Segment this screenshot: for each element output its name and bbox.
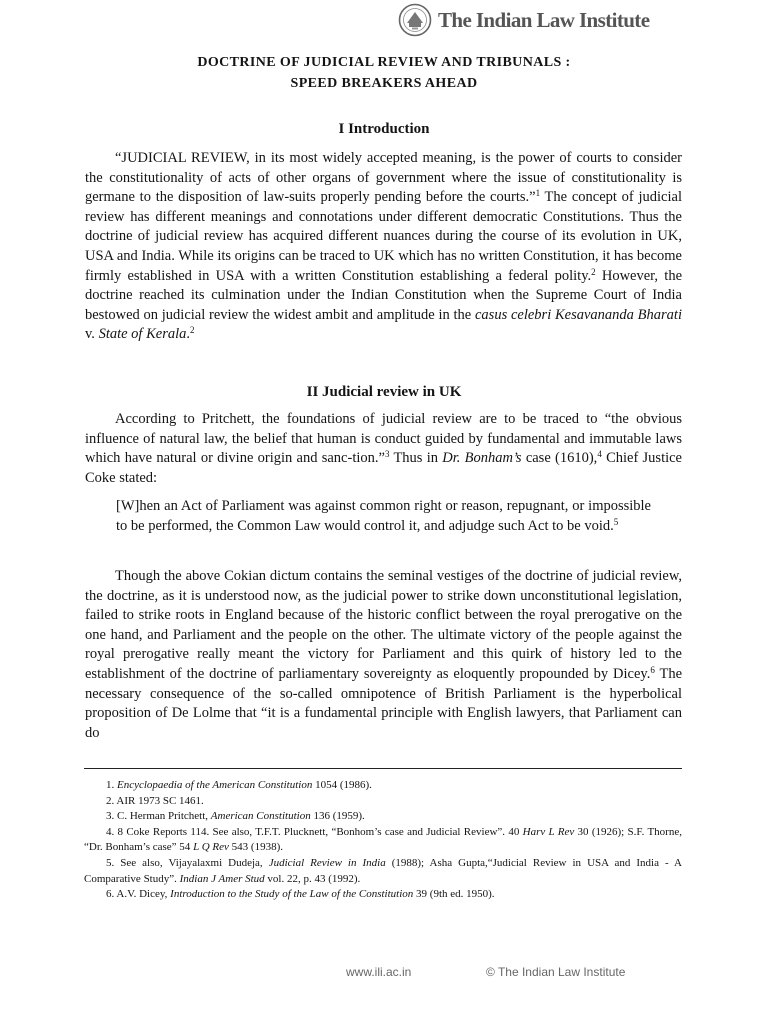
footnote-5: 5. See also, Vijayalaxmi Dudeja, Judicial Review in India (1988); Asha Gupta,“Judicial Review in USA and India - A Comparative Study”. Indian J Amer Stud vol. 22, p. 43 (1992).	[84, 856, 682, 885]
institute-logo	[398, 2, 649, 38]
institute-seal-icon	[398, 3, 432, 37]
footnote-ref: 3	[384, 449, 390, 460]
footnote-ref: 5	[613, 516, 619, 527]
coke-quote: [W]hen an Act of Parliament was against common right or reason, repugnant, or impossible to be performed, the Common Law would control it, and adjudge such Act to be void.$^5$	[116, 498, 651, 534]
footnote-ref: 4	[597, 449, 602, 460]
cokian-dictum-paragraph: Though the above Cokian dictum contains the seminal vestiges of the doctrine of judicial review, the doctrine, as it is understood now, as the judicial power to strike down unconstitutional legislation, failed to strike roots in England because of the historic conflict between the royal prerogative on the one hand, and Parliament and the people on the other. The ultimate victory of the people against the royal prerogative really meant the victory for Parliament and this quirk of history led to the establishment of the doctrine of parliamentary sovereignty as eloquently propounded by Dicey.$^6$ The necessary consequence of the so-called omnipotence of British Parliament is the hyperbolical proposition of De Lolme that “it is a fundamental principle with English lawyers, that Parliament can do	[85, 568, 683, 741]
footnote-4: 4. 8 Coke Reports 114. See also, T.F.T. Plucknett, “Bonhom’s case and Judicial Review”. 40 Harv L Rev 30 (1926); S.F. Thorne, “Dr. Bonham’s case” 54 L Q Rev 543 (1938).	[84, 825, 682, 854]
institute-name: The Indian Law Institute	[438, 7, 650, 32]
footnote-divider	[84, 768, 682, 769]
footnote-3: 3. C. Herman Pritchett, American Constitution 136 (1959).	[106, 810, 365, 823]
title-line-1: DOCTRINE OF JUDICIAL REVIEW AND TRIBUNALS :	[197, 55, 571, 70]
section-heading-introduction: I Introduction	[338, 121, 430, 137]
document-title	[0, 52, 768, 94]
section-heading-uk: II Judicial review in UK	[306, 384, 462, 400]
introduction-paragraph: “JUDICIAL REVIEW, in its most widely accepted meaning, is the power of courts to consider the constitutionality of acts of other organs of government where the issue of constitutionality is germane to the disposition of law-suits properly pending before the courts.”$^1$ The concept of judicial review has different meanings and connotations under different democratic Constitutions. Thus the doctrine of judicial review has acquired different nuances during the course of its evolution in UK, USA and India. While its origins can be traced to UK which has no written Constitution, it has become firmly established in USA with a written Constitution establishing a federal polity.$^2$ However, the doctrine reached its culmination under the Indian Constitution when the Supreme Court of India bestowed on judicial review the widest ambit and amplitude in the casus celebri Kesavananda Bharati v. State of Kerala.$^2$	[85, 150, 682, 343]
footnote-2: 2. AIR 1973 SC 1461.	[106, 794, 204, 807]
footnote-ref: 2	[190, 325, 195, 336]
footnote-ref: 6	[650, 664, 655, 675]
footnote-ref: 2	[591, 266, 596, 277]
pritchett-paragraph: According to Pritchett, the foundations of judicial review are to be traced to “the obvious influence of natural law, the belief that human is conduct guided by fundamental and immutable laws which have natural or divine origin and sanc-tion.”$^3$ Thus in Dr. Bonham’s case (1610),$^4$ Chief Justice Coke stated:	[85, 411, 682, 486]
footnote-6: 6. A.V. Dicey, Introduction to the Study of the Law of the Constitution 39 (9th ed. 1950).	[106, 888, 495, 901]
footer-copyright: © The Indian Law Institute	[486, 965, 626, 979]
title-line-2: SPEED BREAKERS AHEAD	[290, 76, 478, 91]
footer-url-link[interactable]: www.ili.ac.in	[346, 965, 412, 979]
footnote-ref: 1	[535, 188, 541, 199]
footnotes	[84, 778, 682, 903]
footnote-1: 1. Encyclopaedia of the American Constitution 1054 (1986).	[106, 779, 372, 791]
